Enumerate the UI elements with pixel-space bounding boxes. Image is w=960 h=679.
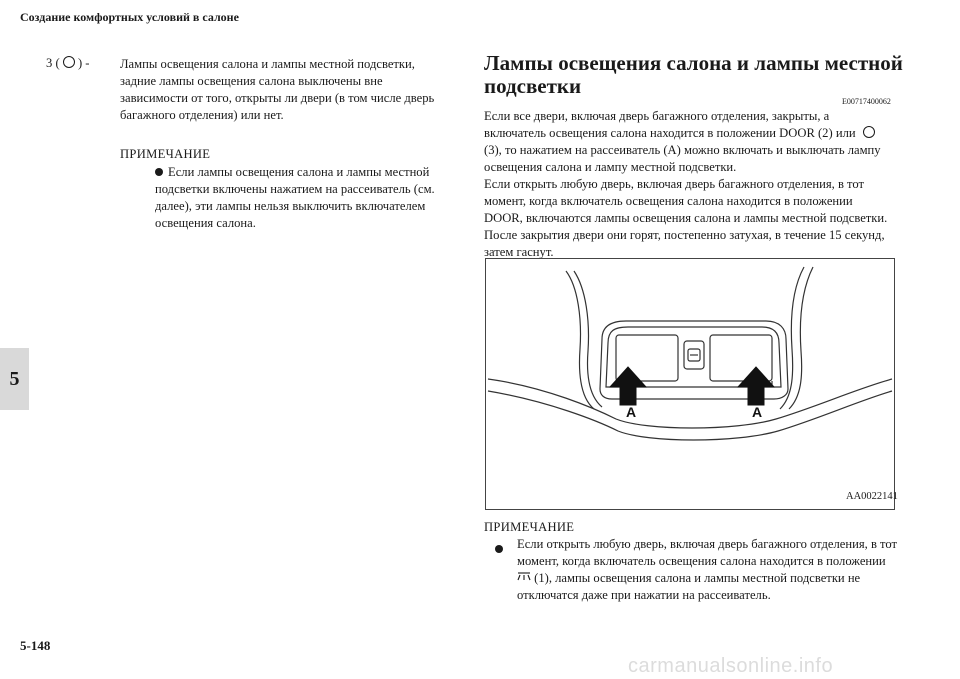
section-header: Создание комфортных условий в салоне bbox=[20, 10, 239, 24]
figure-code: AA0022141 bbox=[846, 491, 898, 502]
paragraph-1-start: Если все двери, включая дверь багажного отделения, закрыты, а включатель освещения салона находится в положении DOOR (2) или bbox=[484, 109, 856, 140]
bullet-icon bbox=[495, 540, 503, 558]
ceiling-lamp-figure bbox=[485, 258, 895, 510]
bullet-icon bbox=[155, 168, 163, 176]
chapter-number: 5 bbox=[9, 367, 20, 390]
paragraph-1-end: (3), то нажатием на рассеиватель (A) можно включать и выключать лампу освещения салона и лампу местной подсветки. bbox=[484, 143, 881, 174]
right-note-heading: ПРИМЕЧАНИЕ bbox=[484, 520, 575, 534]
item-number-suffix: ) - bbox=[77, 56, 90, 70]
right-note-text bbox=[517, 536, 897, 604]
left-note-text bbox=[155, 164, 440, 232]
label-a-left: A bbox=[626, 404, 637, 420]
circle-position-icon bbox=[63, 56, 75, 68]
left-note-body: Если лампы освещения салона и лампы местной подсветки включены нажатием на рассеиватель (см. далее), эти лампы нельзя выключить включателем освещения салона. bbox=[155, 165, 435, 230]
section-code: E00717400062 bbox=[842, 97, 891, 106]
item-number bbox=[46, 56, 90, 71]
right-note-end: (1), лампы освещения салона и лампы местной подсветки не отключатся даже при нажатии на рассеиватель. bbox=[517, 571, 861, 602]
right-note-start: Если открыть любую дверь, включая дверь багажного отделения, в тот момент, когда включатель освещения салона находится в положении bbox=[517, 537, 898, 568]
circle-position-icon bbox=[863, 126, 875, 138]
section-title: Лампы освещения салона и лампы местной подсветки bbox=[484, 51, 903, 98]
section-body bbox=[484, 108, 894, 261]
paragraph-2: Если открыть любую дверь, включая дверь багажного отделения, в тот момент, когда включатель освещения салона находится в положении DOOR, включаются лампы освещения салона и лампы местной подсветки. После закрытия двери они горят, постепенно затухая, в течение 15 секунд, затем гаснут. bbox=[484, 177, 888, 259]
item-number-prefix: 3 ( bbox=[46, 56, 60, 70]
ceiling-lamp-illustration bbox=[486, 259, 894, 509]
left-note-heading: ПРИМЕЧАНИЕ bbox=[120, 147, 211, 161]
chapter-tab bbox=[0, 348, 29, 410]
door-symbol-icon bbox=[517, 570, 531, 587]
watermark: carmanualsonline.info bbox=[628, 655, 834, 677]
label-a-right: A bbox=[752, 404, 763, 420]
page-number: 5-148 bbox=[20, 638, 51, 653]
roof-contour-left bbox=[566, 271, 594, 409]
item-description: Лампы освещения салона и лампы местной подсветки, задние лампы освещения салона выключены вне зависимости от того, открыты ли двери (в том числе дверь багажного отделения) или нет. bbox=[120, 57, 435, 122]
